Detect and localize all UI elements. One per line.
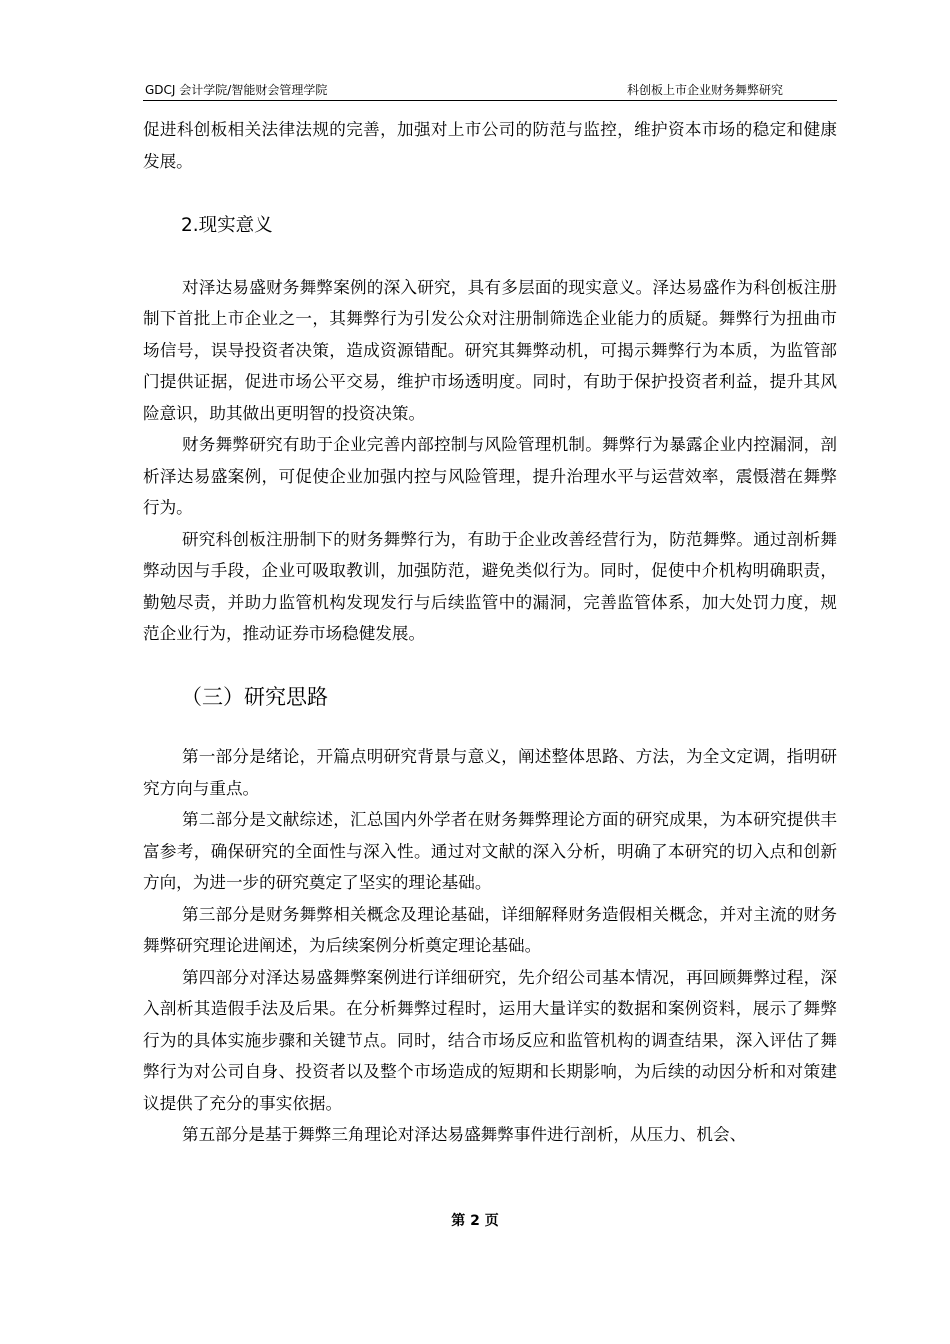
paragraph: 第三部分是财务舞弊相关概念及理论基础，详细解释财务造假相关概念，并对主流的财务舞弊研究理论进阐述，为后续案例分析奠定理论基础。 [143,904,837,955]
page-number: 第 2 页 [451,1213,499,1229]
document-body [143,114,837,1151]
header-institution: GDCJ 会计学院/智能财会管理学院 [145,83,328,97]
paragraph: 第一部分是绪论，开篇点明研究背景与意义，阐述整体思路、方法，为全文定调，指明研究方向与重点。 [143,747,837,798]
paragraph: 第四部分对泽达易盛舞弊案例进行详细研究，先介绍公司基本情况，再回顾舞弊过程，深入剖析其造假手法及后果。在分析舞弊过程时，运用大量详实的数据和案例资料，展示了舞弊行为的具体实施步骤和关键节点。同时，结合市场反应和监管机构的调查结果，深入评估了舞弊行为对公司自身、投资者以及整个市场造成的短期和长期影响，为后续的动因分析和对策建议提供了充分的事实依据。 [143,967,837,1113]
header-thesis-title: 科创板上市企业财务舞弊研究 [626,83,783,97]
running-header [143,80,837,101]
paragraph-continued: 促进科创板相关法律法规的完善，加强对上市公司的防范与监控，维护资本市场的稳定和健康发展。 [143,120,837,171]
paragraph: 财务舞弊研究有助于企业完善内部控制与风险管理机制。舞弊行为暴露企业内控漏洞，剖析泽达易盛案例，可促使企业加强内控与风险管理，提升治理水平与运营效率，震慑潜在舞弊行为。 [143,435,837,517]
paragraph: 第二部分是文献综述，汇总国内外学者在财务舞弊理论方面的研究成果，为本研究提供丰富参考，确保研究的全面性与深入性。通过对文献的深入分析，明确了本研究的切入点和创新方向，为进一步的研究奠定了坚实的理论基础。 [143,810,837,892]
paragraph: 研究科创板注册制下的财务舞弊行为，有助于企业改善经营行为，防范舞弊。通过剖析舞弊动因与手段，企业可吸取教训，加强防范，避免类似行为。同时，促使中介机构明确职责，勤勉尽责，并助力监管机构发现发行与后续监管中的漏洞，完善监管体系，加大处罚力度，规范企业行为，推动证券市场稳健发展。 [143,529,837,643]
paragraph: 第五部分是基于舞弊三角理论对泽达易盛舞弊事件进行剖析，从压力、机会、 [182,1125,747,1144]
paragraph: 对泽达易盛财务舞弊案例的深入研究，具有多层面的现实意义。泽达易盛作为科创板注册制下首批上市企业之一，其舞弊行为引发公众对注册制筛选企业能力的质疑。舞弊行为扭曲市场信号，误导投资者决策，造成资源错配。研究其舞弊动机，可揭示舞弊行为本质，为监管部门提供证据，促进市场公平交易，维护市场透明度。同时，有助于保护投资者利益，提升其风险意识，助其做出更明智的投资决策。 [143,277,837,423]
section-heading-practical-significance: 2.现实意义 [181,215,273,236]
section-heading-research-approach: （三）研究思路 [181,684,328,709]
